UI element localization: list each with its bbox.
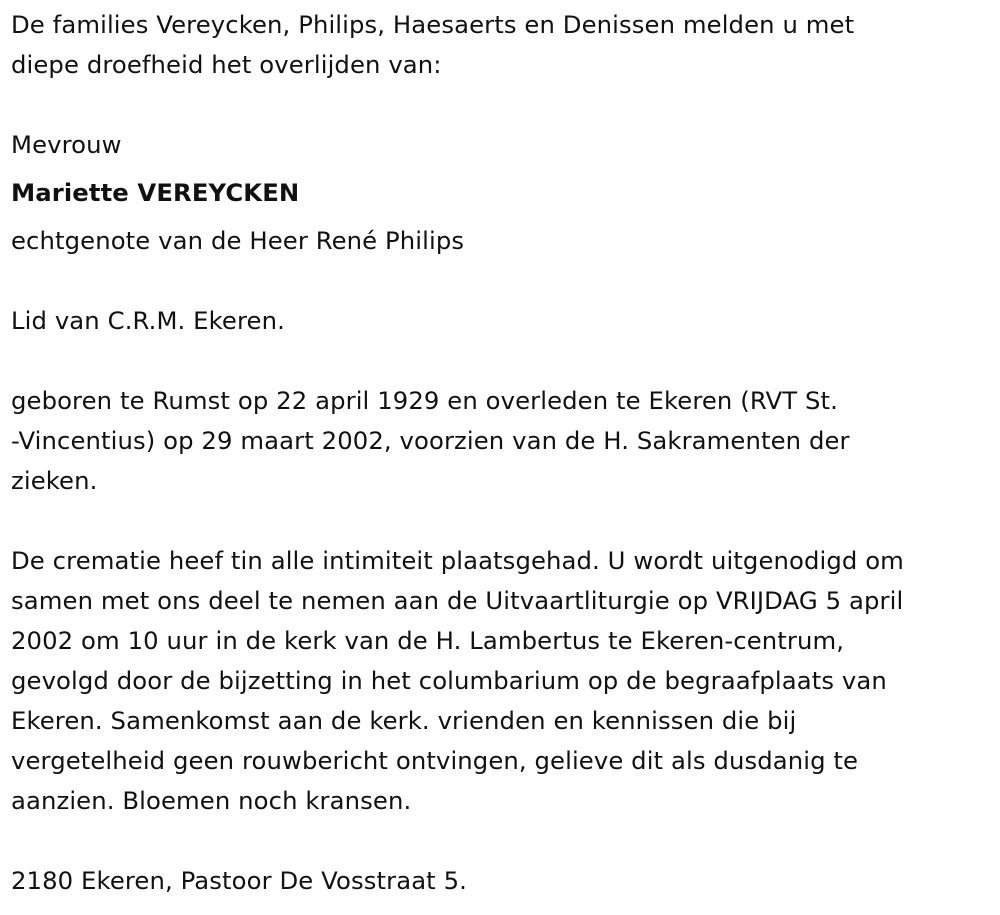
deceased-name: Mariette VEREYCKEN (11, 178, 300, 207)
funeral-line-3: 2002 om 10 uur in de kerk van de H. Lambertus te Ekeren-centrum, (11, 626, 845, 655)
funeral-line-7: aanzien. Bloemen noch kransen. (11, 786, 412, 815)
funeral-line-4: gevolgd door de bijzetting in het columbarium op de begraafplaats van (11, 666, 887, 695)
address-line: 2180 Ekeren, Pastoor De Vosstraat 5. (11, 866, 468, 895)
funeral-line-5: Ekeren. Samenkomst aan de kerk. vrienden en kennissen die bij (11, 706, 797, 735)
funeral-line-1: De crematie heef tin alle intimiteit plaatsgehad. U wordt uitgenodigd om (11, 546, 904, 575)
intro-line-1: De families Vereycken, Philips, Haesaerts en Denissen melden u met (11, 10, 855, 39)
birth-death-line-2: -Vincentius) op 29 maart 2002, voorzien van de H. Sakramenten der (11, 426, 850, 455)
birth-death-line-3: zieken. (11, 466, 98, 495)
funeral-line-6: vergetelheid geen rouwbericht ontvingen, gelieve dit als dusdanig te (11, 746, 859, 775)
deceased-spouse: echtgenote van de Heer René Philips (11, 226, 465, 255)
deceased-title: Mevrouw (11, 130, 122, 159)
funeral-line-2: samen met ons deel te nemen aan de Uitvaartliturgie op VRIJDAG 5 april (11, 586, 904, 615)
membership-line: Lid van C.R.M. Ekeren. (11, 306, 285, 335)
intro-line-2: diepe droefheid het overlijden van: (11, 50, 442, 79)
birth-death-line-1: geboren te Rumst op 22 april 1929 en overleden te Ekeren (RVT St. (11, 386, 838, 415)
